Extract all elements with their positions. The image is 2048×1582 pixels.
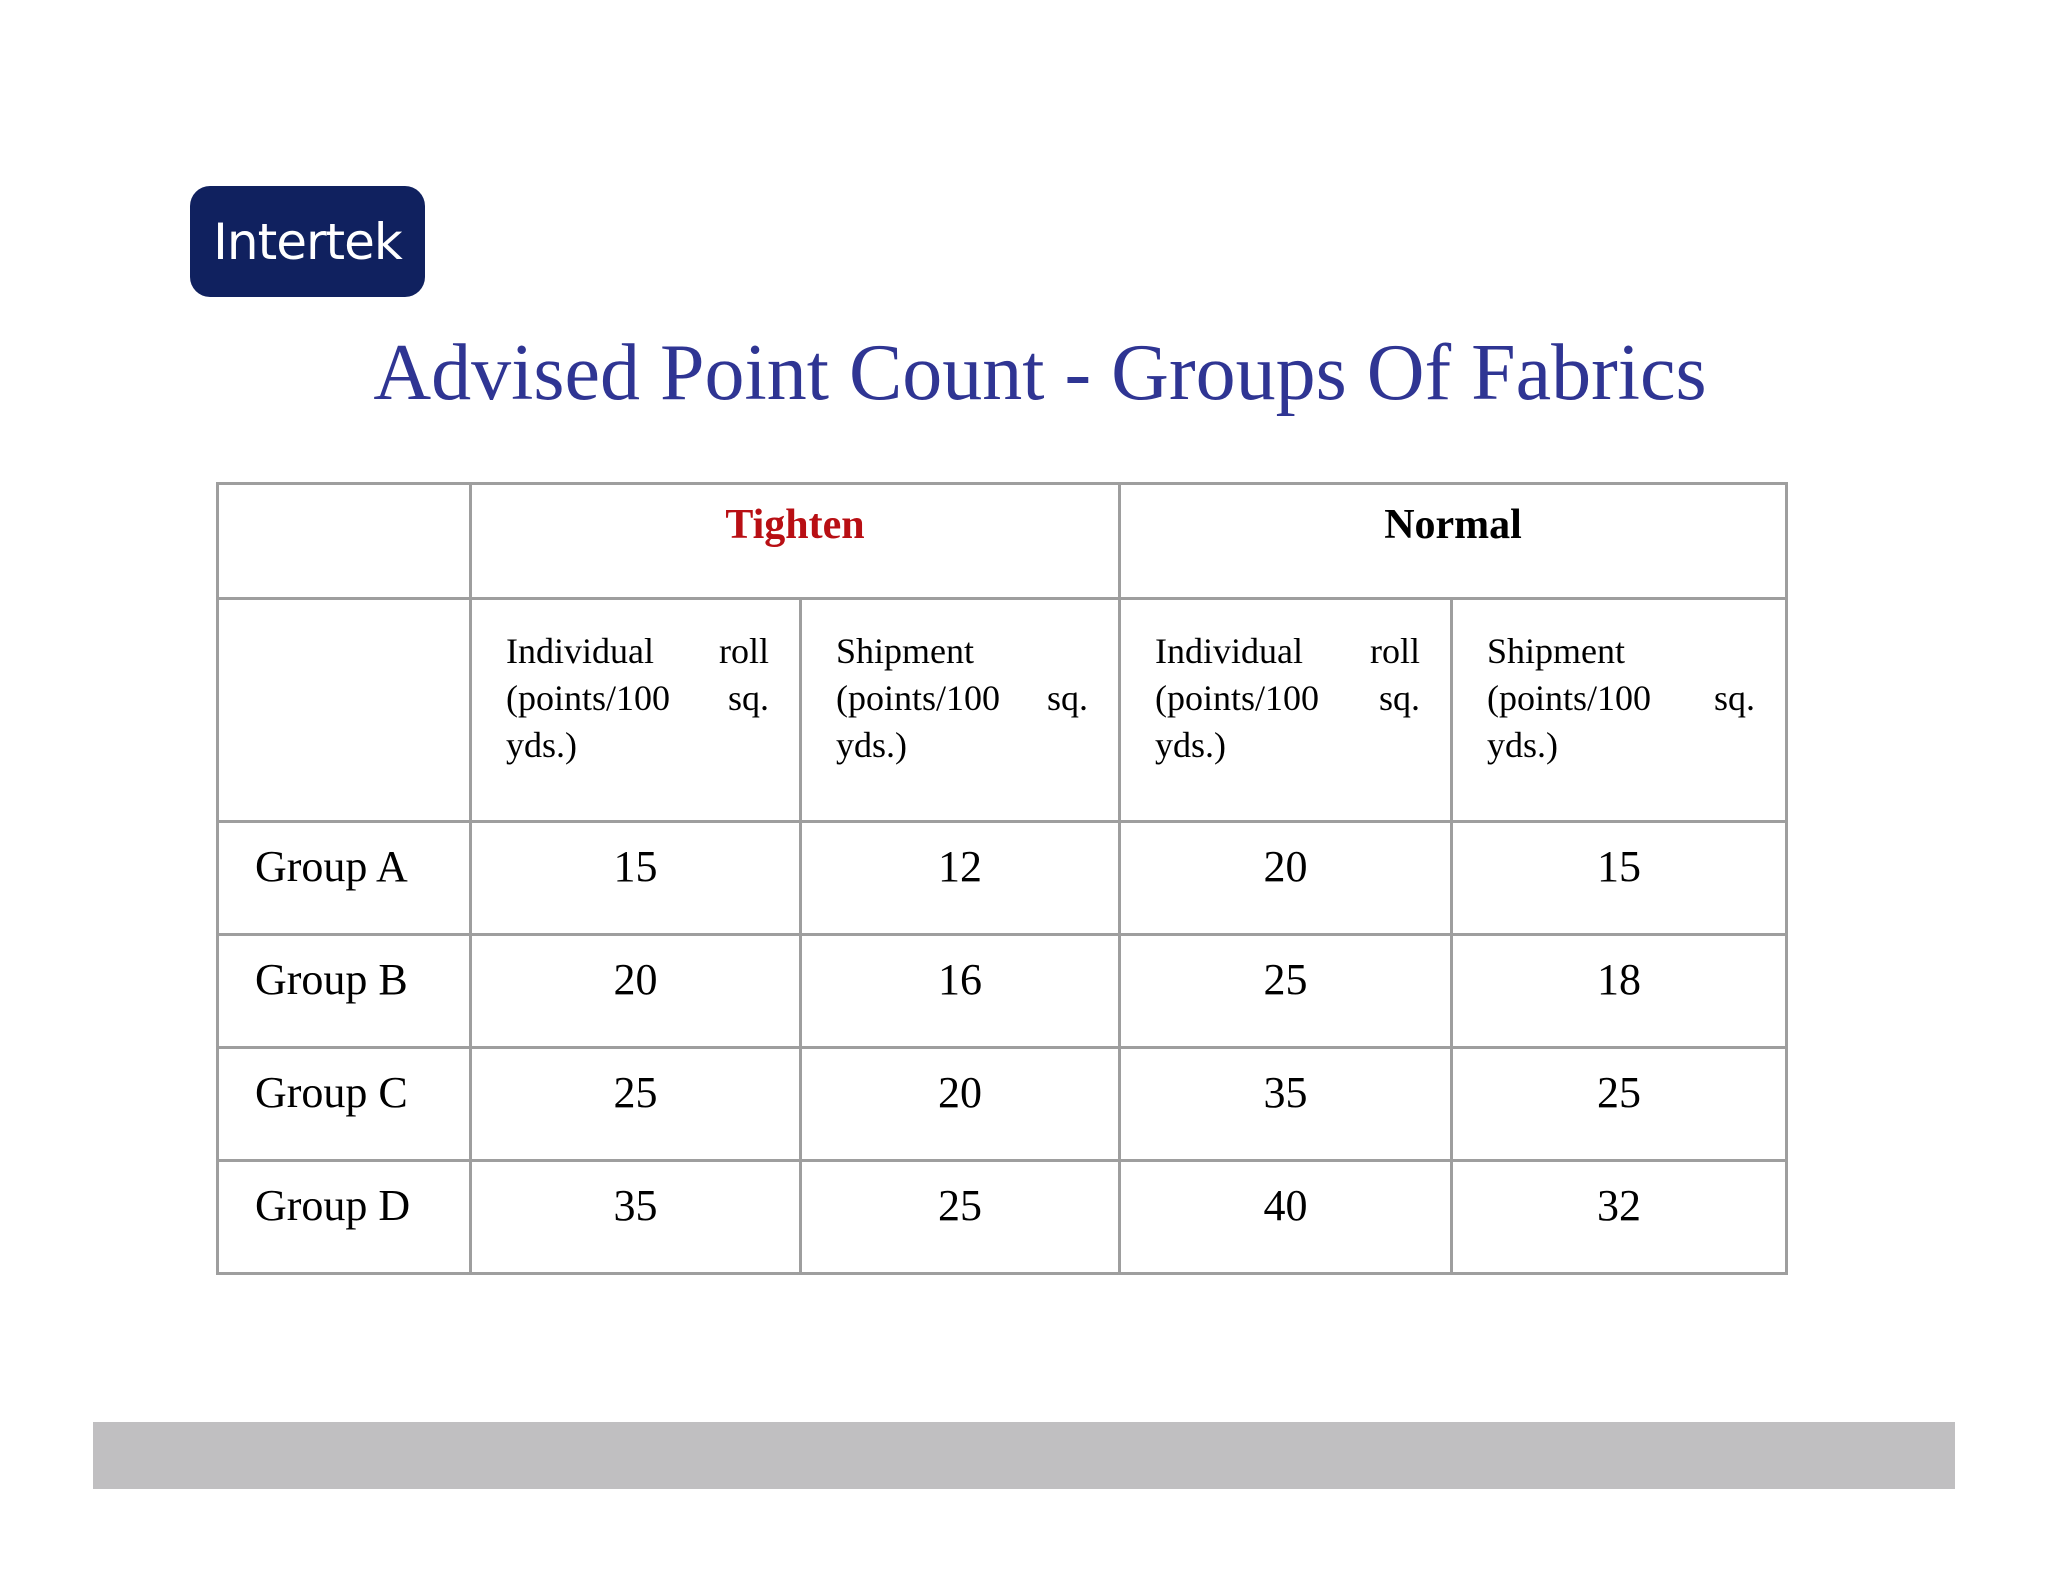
table-cell: 25: [801, 1161, 1120, 1274]
table-cell: 15: [471, 822, 801, 935]
subheader-normal-shipment: Shipment (points/100 sq. yds.): [1452, 599, 1787, 822]
table-group-header-row: [218, 484, 1787, 599]
table-cell: 12: [801, 822, 1120, 935]
table-cell: 35: [1120, 1048, 1452, 1161]
table-row: [218, 935, 1787, 1048]
table-subheader-row: [218, 599, 1787, 822]
table-cell: 32: [1452, 1161, 1787, 1274]
table-cell: 20: [1120, 822, 1452, 935]
table-cell: 20: [471, 935, 801, 1048]
page-title: Advised Point Count - Groups Of Fabrics: [373, 329, 1707, 417]
row-label: Group A: [218, 822, 471, 935]
point-count-table: [216, 482, 1788, 1275]
table-cell: 20: [801, 1048, 1120, 1161]
tighten-header: Tighten: [471, 484, 1120, 599]
table-cell: 25: [1120, 935, 1452, 1048]
logo-text: Intertek: [213, 212, 402, 271]
row-label: Group B: [218, 935, 471, 1048]
table-row: [218, 1161, 1787, 1274]
table-corner-cell: [218, 484, 471, 599]
table-row: [218, 1048, 1787, 1161]
table-row: [218, 822, 1787, 935]
table-cell: 16: [801, 935, 1120, 1048]
table-cell: 25: [471, 1048, 801, 1161]
intertek-logo: [190, 186, 425, 297]
normal-header: Normal: [1120, 484, 1787, 599]
table-cell: 40: [1120, 1161, 1452, 1274]
row-label: Group D: [218, 1161, 471, 1274]
table-subheader-empty-cell: [218, 599, 471, 822]
subheader-normal-individual-roll: Individual roll (points/100 sq. yds.): [1120, 599, 1452, 822]
table-cell: 18: [1452, 935, 1787, 1048]
table-cell: 35: [471, 1161, 801, 1274]
row-label: Group C: [218, 1048, 471, 1161]
subheader-tighten-shipment: Shipment (points/100 sq. yds.): [801, 599, 1120, 822]
footer-bar: [93, 1422, 1955, 1489]
subheader-tighten-individual-roll: Individual roll (points/100 sq. yds.): [471, 599, 801, 822]
table-cell: 25: [1452, 1048, 1787, 1161]
table-cell: 15: [1452, 822, 1787, 935]
